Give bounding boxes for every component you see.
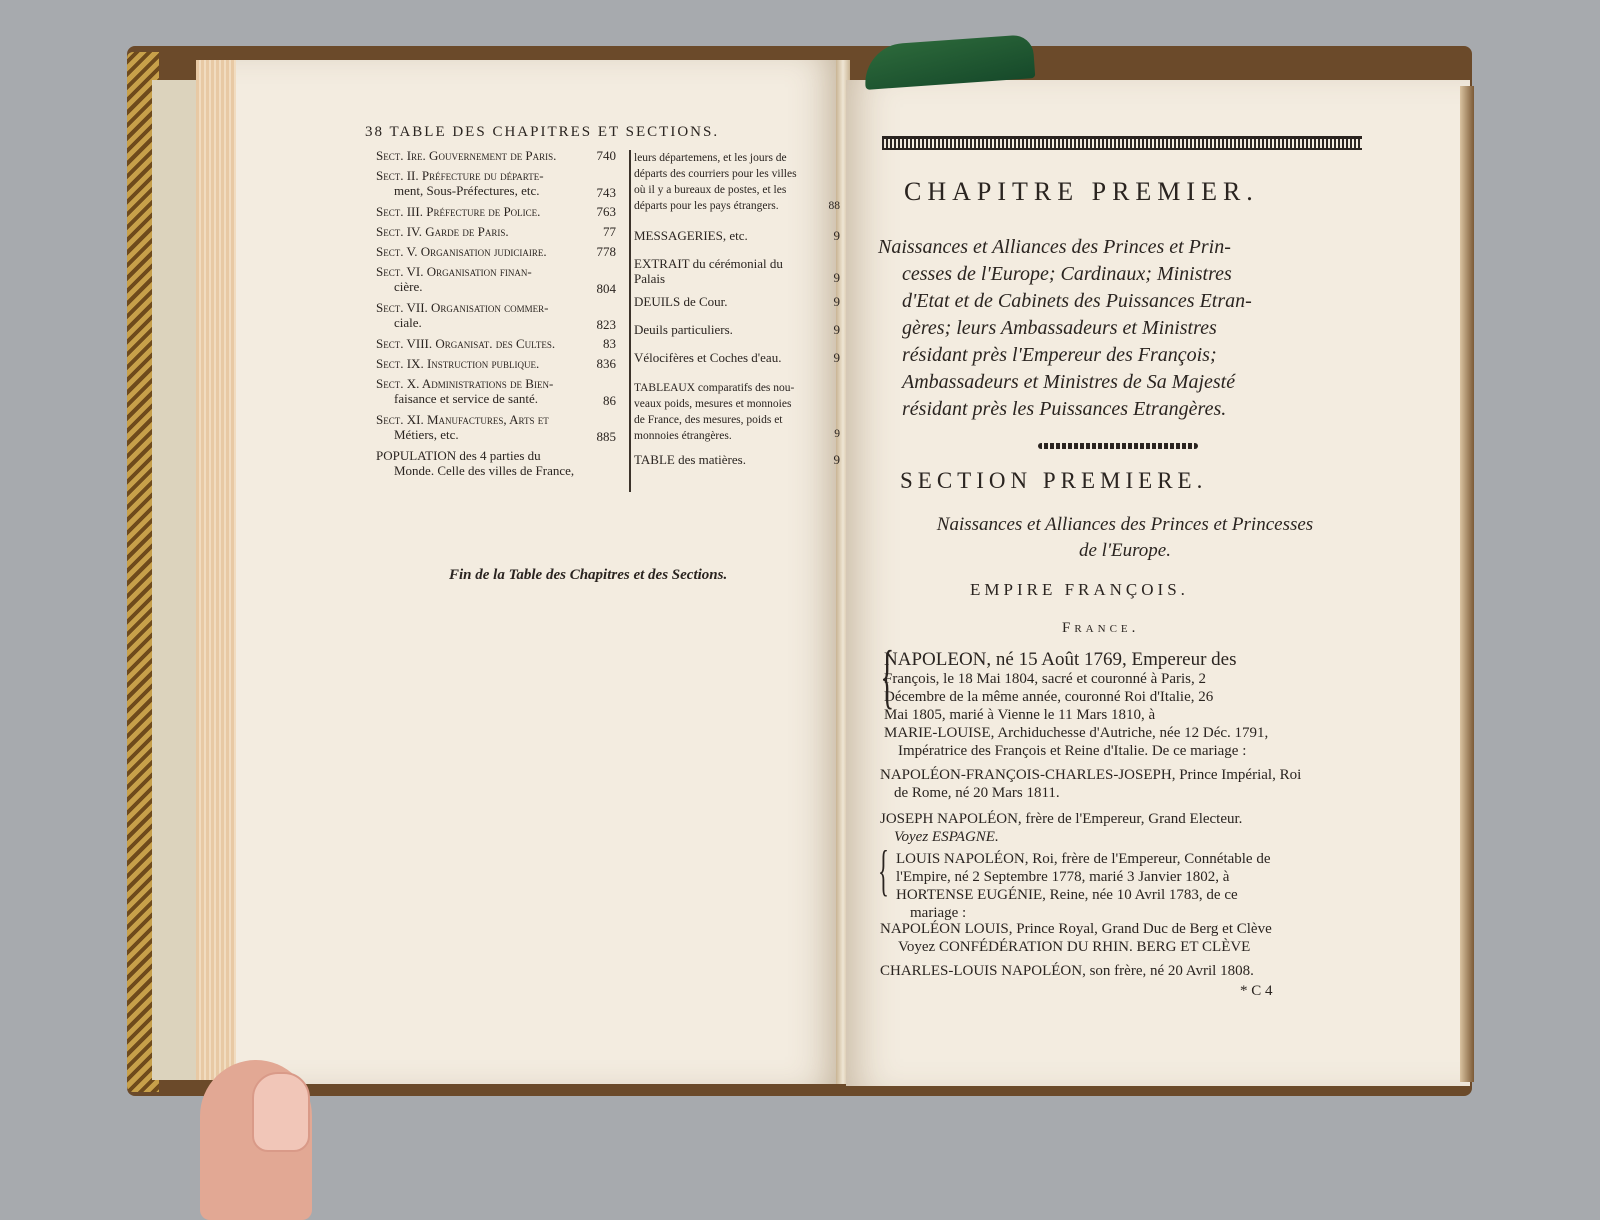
toc-entry: Deuils particuliers. 9 bbox=[634, 322, 840, 337]
toc-right-column bbox=[634, 150, 840, 472]
toc-entry: DEUILS de Cour. 9 bbox=[634, 294, 840, 309]
chapter-subtitle: Naissances et Alliances des Princes et Prin- cesses de l'Europe; Cardinaux; Ministres d'Etat et de Cabinets des Puissances Etran- gères; leurs Ambassadeurs et Ministres résidant près l'Empereur des François; Ambassadeurs et Ministres de Sa Majesté résidant près les Puissances Etrangères. bbox=[878, 236, 1252, 420]
brace: { bbox=[880, 636, 895, 716]
toc-entry: Sect. VI. Organisation finan- cière. 804 bbox=[376, 264, 616, 296]
toc-entry: Sect. XI. Manufactures, Arts et Métiers, etc. 885 bbox=[376, 412, 616, 444]
entry-napoleon-francois: NAPOLÉON-FRANÇOIS-CHARLES-JOSEPH, Prince Impérial, Roi de Rome, né 20 Mars 1811. bbox=[880, 767, 1302, 801]
toc-entry: Vélocifères et Coches d'eau. 9 bbox=[634, 350, 840, 365]
section-title: SECTION PREMIERE. bbox=[900, 468, 1208, 493]
toc-entry: Sect. III. Préfecture de Police. 763 bbox=[376, 204, 616, 219]
left-page-header: 38 TABLE DES CHAPITRES ET SECTIONS. bbox=[365, 124, 720, 140]
toc-entry: leurs départemens, et les jours de départs des courriers pour les villes où il y a bureaux de postes, et les départs pour les pays étrangers. 88 bbox=[634, 152, 840, 212]
ornamental-squiggle bbox=[1038, 443, 1198, 449]
toc-entry: Sect. VIII. Organisat. des Cultes. 83 bbox=[376, 336, 616, 351]
toc-entry: Sect. X. Administrations de Bien- faisance et service de santé. 86 bbox=[376, 376, 616, 408]
toc-entry: Sect. IV. Garde de Paris. 77 bbox=[376, 224, 616, 239]
entry-napoleon: NAPOLEON, né 15 Août 1769, Empereur des François, le 18 Mai 1804, sacré et couronné à Paris, 2 Décembre de la même année, couronné Roi d'Italie, 26 Mai 1805, marié à Vienne le 11 Mars 1810, à MARIE-LOUISE, Archiduchesse d'Autriche, née 12 Déc. 1791, Impératrice des François et Reine d'Italie. De ce mariage : bbox=[884, 649, 1269, 759]
toc-entry: POPULATION des 4 parties du Monde. Celle des villes de France, bbox=[376, 448, 575, 478]
entry-louis: LOUIS NAPOLÉON, Roi, frère de l'Empereur, Connétable de l'Empire, né 2 Septembre 1778, marié 3 Janvier 1802, à HORTENSE EUGÉNIE, Reine, née 10 Avril 1783, de ce mariage : bbox=[896, 851, 1271, 921]
toc-entry: Sect. V. Organisation judiciaire. 778 bbox=[376, 244, 616, 259]
toc-entry: EXTRAIT du cérémonial du Palais 9 bbox=[634, 256, 840, 286]
left-page-footer: Fin de la Table des Chapitres et des Sections. bbox=[449, 567, 728, 583]
toc-entry: Sect. Ire. Gouvernement de Paris. 740 bbox=[376, 148, 616, 163]
toc-entry: Sect. IX. Instruction publique. 836 bbox=[376, 356, 616, 371]
toc-entry: Sect. II. Préfecture du départe- ment, Sous-Préfectures, etc. 743 bbox=[376, 168, 616, 200]
fingernail bbox=[252, 1072, 310, 1152]
chapter-title: CHAPITRE PREMIER. bbox=[904, 177, 1259, 206]
toc-left-column bbox=[376, 148, 616, 484]
ornamental-rule bbox=[882, 136, 1362, 150]
entry-charles-louis: CHARLES-LOUIS NAPOLÉON, son frère, né 20 Avril 1808. bbox=[880, 963, 1254, 979]
column-divider bbox=[629, 150, 631, 492]
signature-mark: * C 4 bbox=[1240, 983, 1273, 999]
section-subtitle: Naissances et Alliances des Princes et Princesses de l'Europe. bbox=[936, 514, 1314, 561]
entry-napoleon-louis: NAPOLÉON LOUIS, Prince Royal, Grand Duc de Berg et Clève Voyez CONFÉDÉRATION DU RHIN. BERG ET CLÈVE bbox=[880, 921, 1272, 955]
entry-joseph: JOSEPH NAPOLÉON, frère de l'Empereur, Grand Electeur. Voyez ESPAGNE. bbox=[880, 811, 1243, 845]
toc-entry: TABLE des matières. 9 bbox=[634, 452, 840, 467]
country-heading: France. bbox=[1062, 620, 1140, 636]
toc-entry: MESSAGERIES, etc. 9 bbox=[634, 228, 840, 243]
toc-entry: TABLEAUX comparatifs des nou- veaux poids, mesures et monnoies de France, des mesures, poids et monnoies étrangères. 9 bbox=[634, 382, 840, 442]
toc-entry: Sect. VII. Organisation commer- ciale. 823 bbox=[376, 300, 616, 332]
right-page-edge bbox=[1460, 86, 1474, 1082]
brace: { bbox=[878, 840, 889, 902]
empire-heading: EMPIRE FRANÇOIS. bbox=[970, 580, 1189, 599]
